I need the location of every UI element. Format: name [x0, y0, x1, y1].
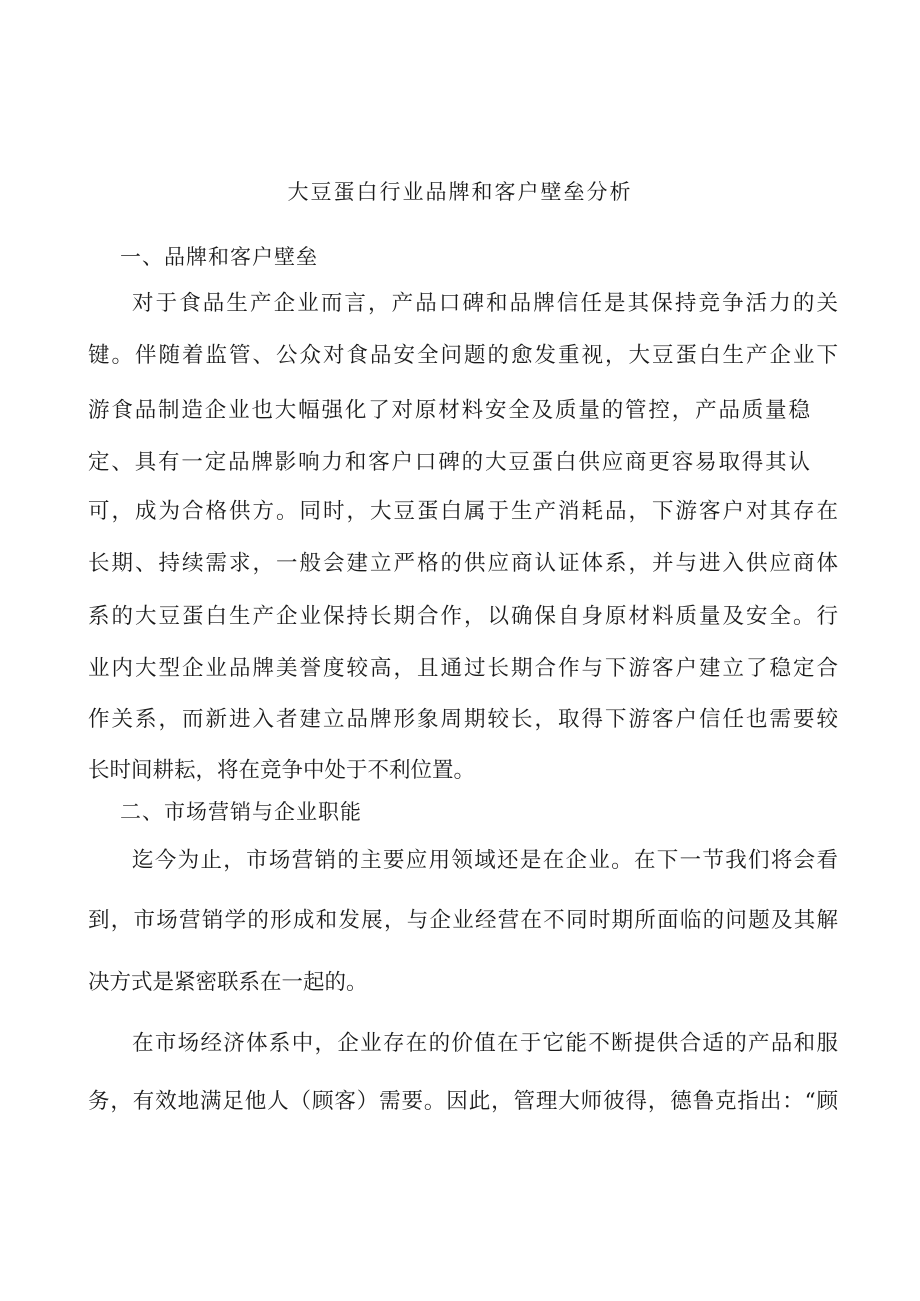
paragraph-line: 游食品制造企业也大幅强化了对原材料安全及质量的管控，产品质量稳	[88, 398, 810, 423]
paragraph-line: 系的大豆蛋白生产企业保持长期合作，以确保自身原材料质量及安全。行	[88, 604, 838, 629]
paragraph-line: 到，市场营销学的形成和发展，与企业经营在不同时期所面临的问题及其解	[88, 908, 838, 933]
paragraph-line: 对于食品生产企业而言，产品口碑和品牌信任是其保持竞争活力的关	[132, 291, 838, 316]
paragraph-line: 长时间耕耘，将在竞争中处于不利位置。	[88, 758, 476, 783]
paragraph-line: 作关系，而新进入者建立品牌形象周期较长，取得下游客户信任也需要较	[88, 707, 838, 732]
section-heading-brand-barrier: 一、品牌和客户壁垒	[120, 245, 318, 269]
paragraph-line: 务，有效地满足他人（顾客）需要。因此，管理大师彼得，德鲁克指出：“顾	[88, 1089, 838, 1114]
document-title: 大豆蛋白行业品牌和客户壁垒分析	[287, 180, 633, 204]
paragraph-line: 迄今为止，市场营销的主要应用领域还是在企业。在下一节我们将会看	[132, 848, 838, 873]
section-heading-marketing: 二、市场营销与企业职能	[120, 800, 362, 824]
paragraph-line: 可，成为合格供方。同时，大豆蛋白属于生产消耗品，下游客户对其存在	[88, 499, 838, 524]
paragraph-line: 在市场经济体系中，企业存在的价值在于它能不断提供合适的产品和服	[132, 1031, 838, 1056]
paragraph-line: 业内大型企业品牌美誉度较高，且通过长期合作与下游客户建立了稳定合	[88, 656, 838, 681]
paragraph-line: 键。伴随着监管、公众对食品安全问题的愈发重视，大豆蛋白生产企业下	[88, 343, 838, 368]
paragraph-line: 定、具有一定品牌影响力和客户口碑的大豆蛋白供应商更容易取得其认	[88, 450, 810, 475]
paragraph-line: 决方式是紧密联系在一起的。	[88, 970, 368, 995]
paragraph-line: 长期、持续需求，一般会建立严格的供应商认证体系，并与进入供应商体	[88, 551, 838, 576]
